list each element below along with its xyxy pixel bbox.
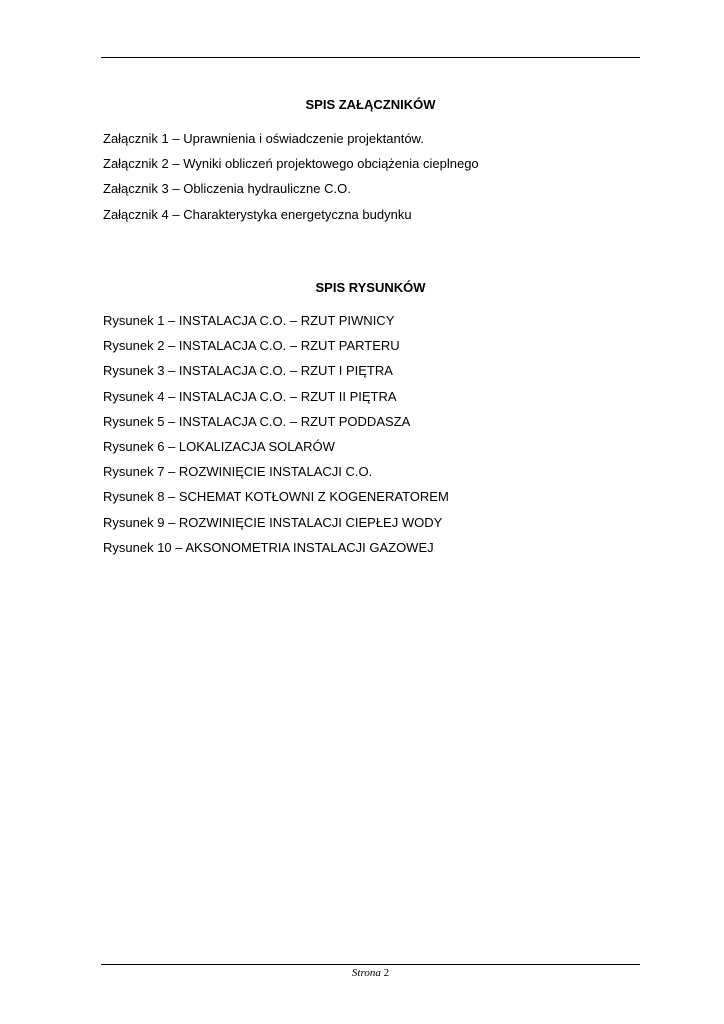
footer-rule [101, 964, 640, 965]
page-footer [101, 966, 640, 980]
attachment-item: Załącznik 1 – Uprawnienia i oświadczenie projektantów. [103, 131, 424, 146]
drawings-heading: SPIS RYSUNKÓW [315, 280, 426, 295]
header-rule [101, 57, 640, 58]
drawing-item: Rysunek 3 – INSTALACJA C.O. – RZUT I PIĘTRA [103, 363, 393, 379]
drawing-item: Rysunek 10 – AKSONOMETRIA INSTALACJI GAZOWEJ [103, 539, 434, 555]
drawing-item: Rysunek 8 – SCHEMAT KOTŁOWNI Z KOGENERATOREM [103, 489, 449, 505]
drawing-item: Rysunek 5 – INSTALACJA C.O. – RZUT PODDASZA [103, 413, 411, 429]
attachment-item: Załącznik 2 – Wyniki obliczeń projektowego obciążenia cieplnego [103, 156, 479, 172]
drawing-item: Rysunek 4 – INSTALACJA C.O. – RZUT II PIĘTRA [103, 388, 397, 404]
page-number: 2 [383, 967, 390, 979]
drawing-item: Rysunek 1 – INSTALACJA C.O. – RZUT PIWNICY [103, 313, 395, 328]
drawing-item: Rysunek 6 – LOKALIZACJA SOLARÓW [103, 438, 335, 454]
attachments-list [103, 131, 479, 232]
attachment-item: Załącznik 4 – Charakterystyka energetyczna budynku [103, 206, 412, 222]
drawing-item: Rysunek 9 – ROZWINIĘCIE INSTALACJI CIEPŁEJ WODY [103, 514, 443, 530]
attachments-heading: SPIS ZAŁĄCZNIKÓW [305, 97, 436, 112]
drawing-item: Rysunek 2 – INSTALACJA C.O. – RZUT PARTERU [103, 338, 400, 354]
attachment-item: Załącznik 3 – Obliczenia hydrauliczne C.O. [103, 181, 351, 197]
drawing-item: Rysunek 7 – ROZWINIĘCIE INSTALACJI C.O. [103, 464, 373, 480]
drawings-list [103, 313, 449, 565]
page-label: Strona [351, 967, 381, 979]
